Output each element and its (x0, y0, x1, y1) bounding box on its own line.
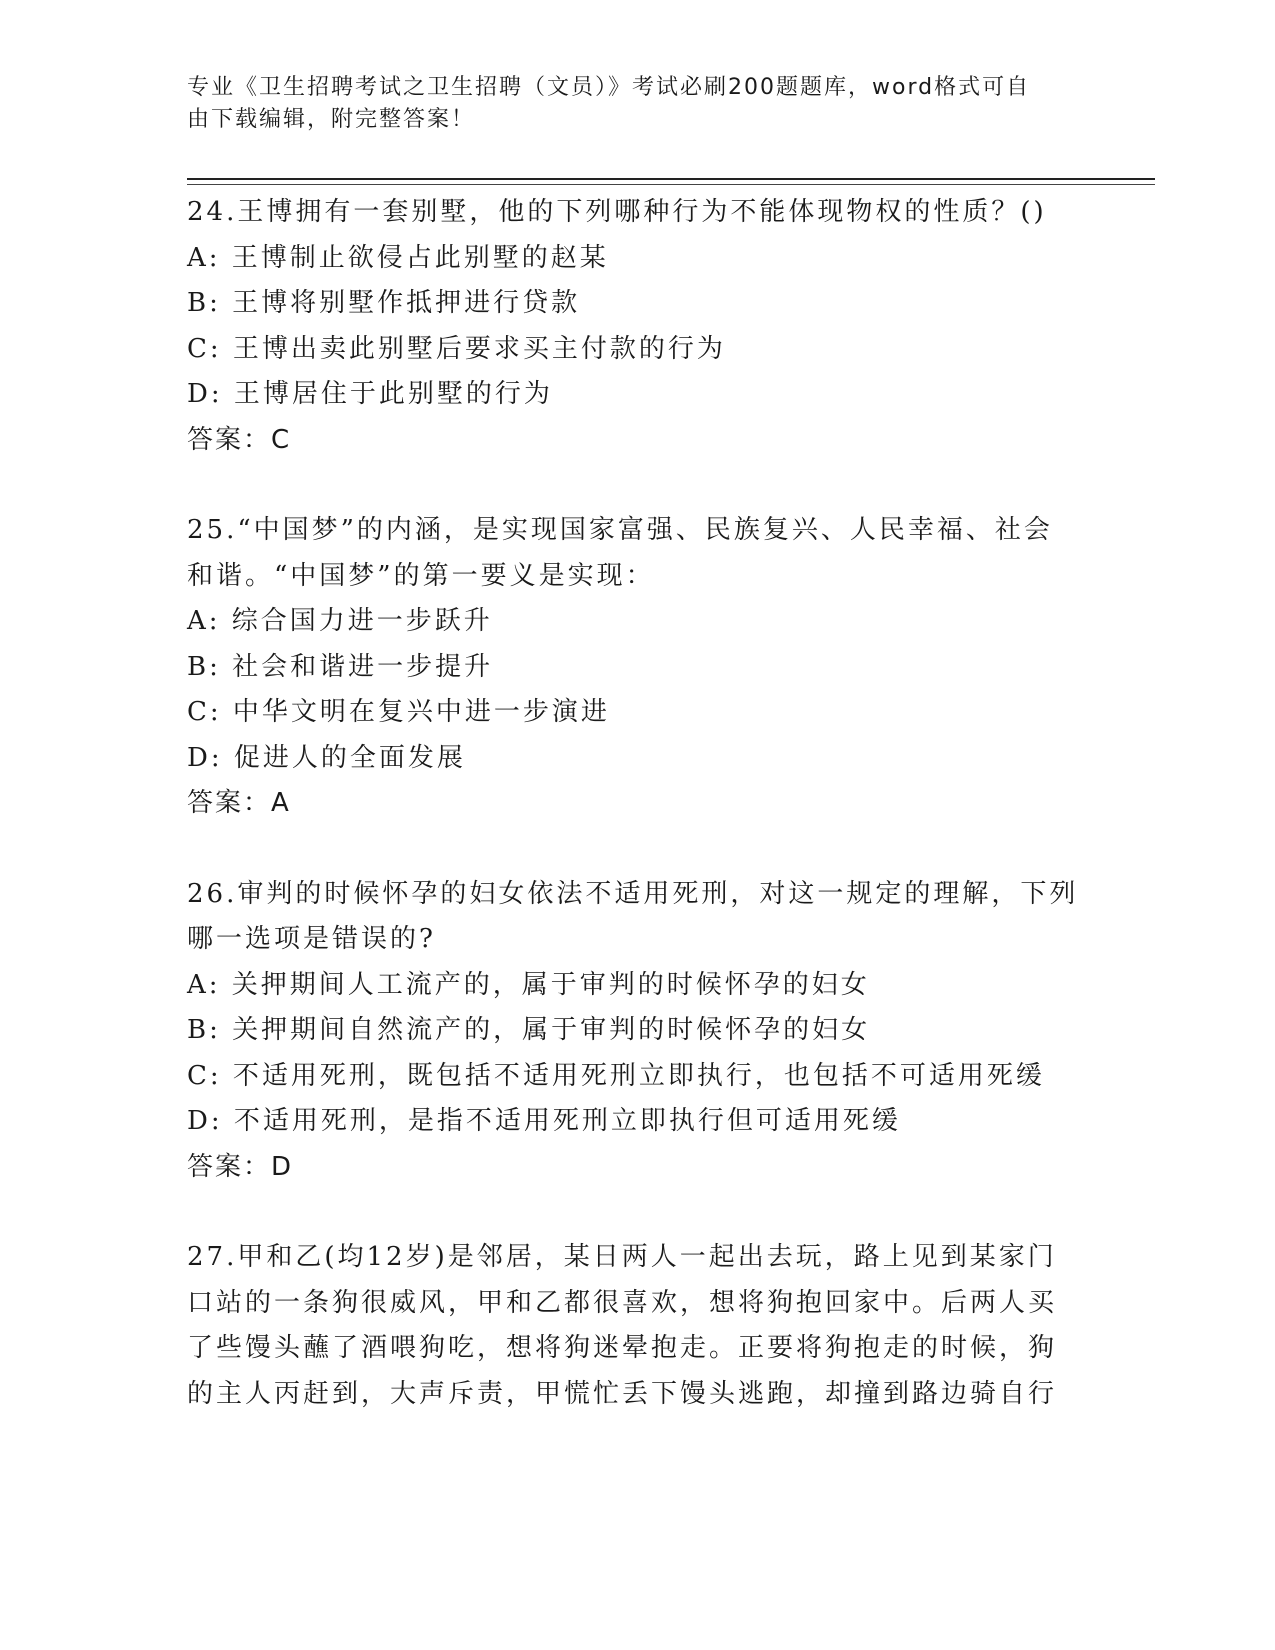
header-line-1: 专业《卫生招聘考试之卫生招聘（文员）》考试必刷200题题库，word格式可自 (187, 75, 1031, 100)
answer-line: 答案：C (187, 424, 292, 455)
question-text-line: 和谐。“中国梦”的第一要义是实现： (187, 560, 655, 591)
page-header (187, 72, 1067, 136)
option-b: B: 社会和谐进一步提升 (187, 651, 494, 682)
option-c: C: 不适用死刑，既包括不适用死刑立即执行，也包括不可适用死缓 (187, 1060, 1045, 1091)
question-text-line: 哪一选项是错误的? (187, 924, 436, 954)
question-text-line: 口站的一条狗很威风，甲和乙都很喜欢，想将狗抱回家中。后两人买 (187, 1287, 1058, 1318)
option-c: C: 中华文明在复兴中进一步演进 (187, 697, 610, 727)
question-25 (187, 508, 1087, 827)
option-d: D: 不适用死刑，是指不适用死刑立即执行但可适用死缓 (187, 1106, 901, 1136)
question-text-line: 24.王博拥有一套别墅，他的下列哪种行为不能体现物权的性质？() (187, 197, 1047, 227)
question-text-line: 了些馒头蘸了酒喂狗吃，想将狗迷晕抱走。正要将狗抱走的时候，狗 (187, 1333, 1058, 1363)
option-d: D: 促进人的全面发展 (187, 742, 466, 773)
option-a: A: 综合国力进一步跃升 (187, 606, 493, 636)
header-divider-thin (187, 184, 1155, 185)
answer-line: 答案：A (187, 788, 291, 818)
option-a: A: 王博制止欲侵占此别墅的赵某 (187, 242, 609, 273)
question-spacer (187, 463, 1087, 508)
option-a: A: 关押期间人工流产的，属于审判的时候怀孕的妇女 (187, 969, 870, 1000)
question-24 (187, 190, 1087, 463)
option-b: B: 王博将别墅作抵押进行贷款 (187, 288, 581, 318)
option-c: C: 王博出卖此别墅后要求买主付款的行为 (187, 333, 726, 364)
question-spacer (187, 1190, 1087, 1235)
question-text-line: 27.甲和乙(均12岁)是邻居，某日两人一起出去玩，路上见到某家门 (187, 1242, 1057, 1272)
question-26 (187, 872, 1087, 1191)
question-list (187, 190, 1087, 1417)
question-spacer (187, 827, 1087, 872)
question-text-line: 25.“中国梦”的内涵，是实现国家富强、民族复兴、人民幸福、社会 (187, 515, 1053, 545)
question-text-line: 26.审判的时候怀孕的妇女依法不适用死刑，对这一规定的理解，下列 (187, 878, 1079, 909)
option-b: B: 关押期间自然流产的，属于审判的时候怀孕的妇女 (187, 1015, 871, 1045)
answer-line: 答案：D (187, 1151, 294, 1182)
question-27 (187, 1235, 1087, 1417)
header-line-2: 由下载编辑，附完整答案！ (187, 107, 476, 132)
question-text-line: 的主人丙赶到，大声斥责，甲慌忙丢下馒头逃跑，却撞到路边骑自行 (187, 1378, 1058, 1409)
header-divider-thick (187, 178, 1155, 180)
option-d: D: 王博居住于此别墅的行为 (187, 379, 553, 409)
